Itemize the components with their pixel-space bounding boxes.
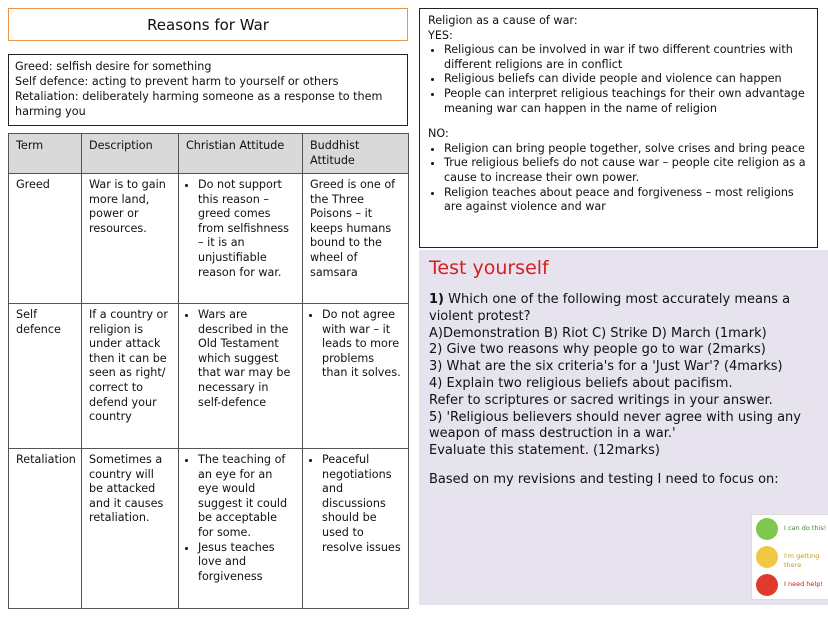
religion-heading: Religion as a cause of war: (428, 14, 578, 27)
definitions-box (8, 54, 408, 126)
rating-label: I need help! (784, 580, 823, 588)
rating-row-need-help[interactable] (754, 572, 828, 598)
question-1-options: A)Demonstration B) Riot C) Strike D) March (1mark) (429, 325, 767, 341)
list-item: • True religious beliefs do not cause war – people cite religion as a cause to increase their own power. (444, 156, 809, 185)
focus-prompt: Based on my revisions and testing I need to focus on: (429, 471, 779, 487)
question-1 (429, 292, 818, 326)
list-item: • Religious beliefs can divide people and violence can happen (444, 72, 809, 87)
no-list (428, 142, 809, 215)
self-rating-box (751, 514, 828, 600)
cell-description: If a country or religion is under attack then it can be seen as right/ correct to defend your country (82, 304, 179, 449)
header-christian: Christian Attitude (179, 134, 303, 174)
christian-point: • Wars are described in the Old Testament which suggest that war may be necessary in self-defence (198, 308, 295, 410)
sad-face-icon (756, 574, 778, 596)
reasons-table (8, 133, 409, 609)
question-2: 2) Give two reasons why people go to war (2marks) (429, 342, 766, 358)
christian-point: • The teaching of an eye for an eye would suggest it could be acceptable for some. (198, 453, 295, 541)
no-label: NO: (428, 127, 449, 141)
question-1-number: 1) (429, 292, 444, 307)
table-row (9, 304, 409, 449)
yes-list (428, 43, 809, 116)
cell-buddhist (303, 449, 409, 609)
cell-term: Self defence (9, 304, 82, 449)
rating-row-getting-there[interactable] (754, 544, 828, 570)
question-5-evaluate: Evaluate this statement. (12marks) (429, 443, 660, 459)
header-term: Term (9, 134, 82, 174)
cell-term: Retaliation (9, 449, 82, 609)
question-4: 4) Explain two religious beliefs about pacifism. (429, 375, 733, 391)
page-title: Reasons for War (8, 8, 408, 41)
cell-buddhist: Greed is one of the Three Poisons – it keeps humans bound to the wheel of samsara (303, 174, 409, 304)
buddhist-point: • Do not agree with war – it leads to more problems than it solves. (322, 308, 401, 381)
table-header-row (9, 134, 409, 174)
rating-row-confident[interactable] (754, 516, 828, 542)
definition-greed: Greed: selfish desire for something (15, 60, 212, 73)
neutral-face-icon (756, 546, 778, 568)
table-row (9, 449, 409, 609)
cell-term: Greed (9, 174, 82, 304)
rating-label: I can do this! (784, 524, 827, 532)
header-buddhist: Buddhist Attitude (303, 134, 409, 174)
question-4-note: Refer to scriptures or sacred writings in your answer. (429, 392, 773, 408)
table-row (9, 174, 409, 304)
religion-box (419, 8, 818, 248)
question-3: 3) What are the six criteria's for a 'Just War'? (4marks) (429, 359, 783, 375)
list-item: • People can interpret religious teachings for their own advantage meaning war can happen in the name of religion (444, 87, 809, 116)
rating-label: I'm getting there (784, 552, 820, 569)
christian-point: • Jesus teaches love and forgiveness (198, 541, 295, 585)
question-1-text: Which one of the following most accurately means a violent protest? (429, 292, 791, 324)
question-5: 5) 'Religious believers should never agree with using any weapon of mass destruction in a war.' (429, 409, 801, 442)
list-item: • Religion can bring people together, solve crises and bring peace (444, 142, 809, 157)
cell-christian (179, 174, 303, 304)
cell-description: Sometimes a country will be attacked and it causes retaliation. (82, 449, 179, 609)
happy-face-icon (756, 518, 778, 540)
cell-christian (179, 449, 303, 609)
list-item: • Religious can be involved in war if two different countries with different religions are in conflict (444, 43, 809, 72)
cell-description: War is to gain more land, power or resources. (82, 174, 179, 304)
buddhist-point: • Peaceful negotiations and discussions should be used to resolve issues (322, 453, 401, 555)
cell-christian (179, 304, 303, 449)
list-item: • Religion teaches about peace and forgiveness – most religions are against violence and war (444, 186, 809, 215)
definition-self-defence: Self defence: acting to prevent harm to yourself or others (15, 75, 339, 88)
definition-retaliation: Retaliation: deliberately harming someone as a response to them harming you (15, 90, 383, 118)
christian-point: • Do not support this reason – greed comes from selfishness – it is an unjustifiable reason for war. (198, 178, 295, 280)
test-title: Test yourself (429, 257, 549, 279)
yes-label: YES: (428, 28, 453, 42)
cell-buddhist (303, 304, 409, 449)
header-description: Description (82, 134, 179, 174)
